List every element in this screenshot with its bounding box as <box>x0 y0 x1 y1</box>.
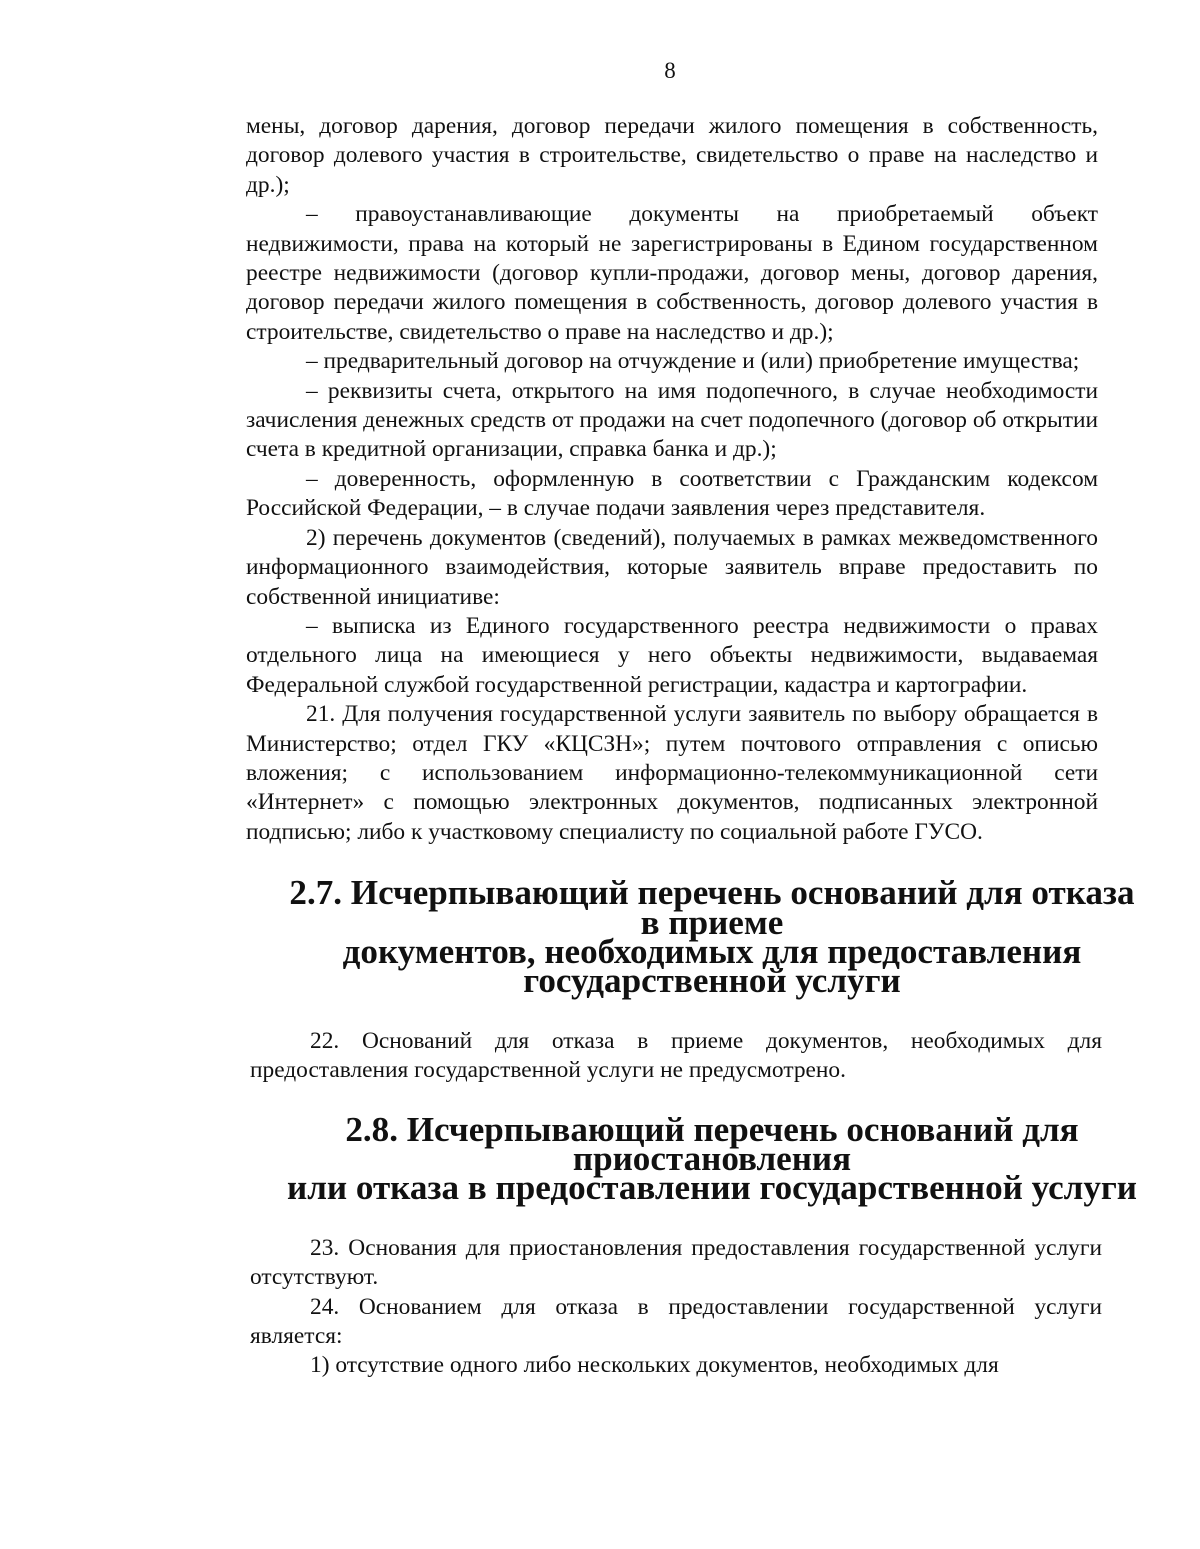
heading-line: 2.8. Исчерпывающий перечень оснований для приостановления <box>345 1109 1079 1178</box>
heading-line: государственной услуги <box>523 961 901 1001</box>
section-heading-2-7 <box>286 873 1138 1001</box>
heading-line: или отказа в предоставлении государственной услуги <box>287 1168 1137 1208</box>
paragraph: 2) перечень документов (сведений), получаемых в рамках межведомственного информационного взаимодействия, которые заявитель вправе предоставить по собственной инициативе: <box>246 524 1098 610</box>
heading-line: документов, необходимых для предоставления <box>342 931 1082 971</box>
paragraph: – правоустанавливающие документы на приобретаемый объект недвижимости, права на который не зарегистрированы в Едином государственном реестре недвижимости (договор купли-продажи, договор мены, договор дарения, договор передачи жилого помещения в собственность, договор долевого участия в строительстве, свидетельство о праве на наследство и др.); <box>246 201 1098 345</box>
paragraph: 23. Основания для приостановления предоставления государственной услуги отсутствуют. <box>250 1234 1102 1291</box>
page-number: 8 <box>664 58 676 83</box>
paragraph: – предварительный договор на отчуждение и (или) приобретение имущества; <box>306 348 1080 375</box>
paragraph: – доверенность, оформленную в соответствии с Гражданским кодексом Российской Федерации, – в случае подачи заявления через представителя. <box>246 465 1098 522</box>
paragraph: 1) отсутствие одного либо нескольких документов, необходимых для <box>310 1352 999 1379</box>
section-heading-2-8 <box>286 1109 1138 1208</box>
paragraph: – реквизиты счета, открытого на имя подопечного, в случае необходимости зачисления денежных средств от продажи на счет подопечного (договор об открытии счета в кредитной организации, справка банка и др.); <box>246 377 1098 463</box>
paragraph: мены, договор дарения, договор передачи жилого помещения в собственность, договор долевого участия в строительстве, свидетельство о праве на наследство и др.); <box>246 113 1098 198</box>
document-body <box>246 112 1137 1381</box>
paragraph: 22. Оснований для отказа в приеме документов, необходимых для предоставления государственной услуги не предусмотрено. <box>250 1027 1102 1084</box>
paragraph: – выписка из Единого государственного реестра недвижимости о правах отдельного лица на имеющиеся у него объекты недвижимости, выдаваемая Федеральной службой государственной регистрации, кадастра и картографии. <box>246 612 1098 698</box>
paragraph: 24. Основанием для отказа в предоставлении государственной услуги является: <box>250 1293 1102 1350</box>
heading-line: 2.7. Исчерпывающий перечень оснований для отказа в приеме <box>289 873 1135 942</box>
paragraph: 21. Для получения государственной услуги заявитель по выбору обращается в Министерство; отдел ГКУ «КЦСЗН»; путем почтового отправления с описью вложения; с использованием информационно-телекоммуникационной сети «Интернет» с помощью электронных документов, подписанных электронной подписью; либо к участковому специалисту по социальной работе ГУСО. <box>246 701 1098 845</box>
